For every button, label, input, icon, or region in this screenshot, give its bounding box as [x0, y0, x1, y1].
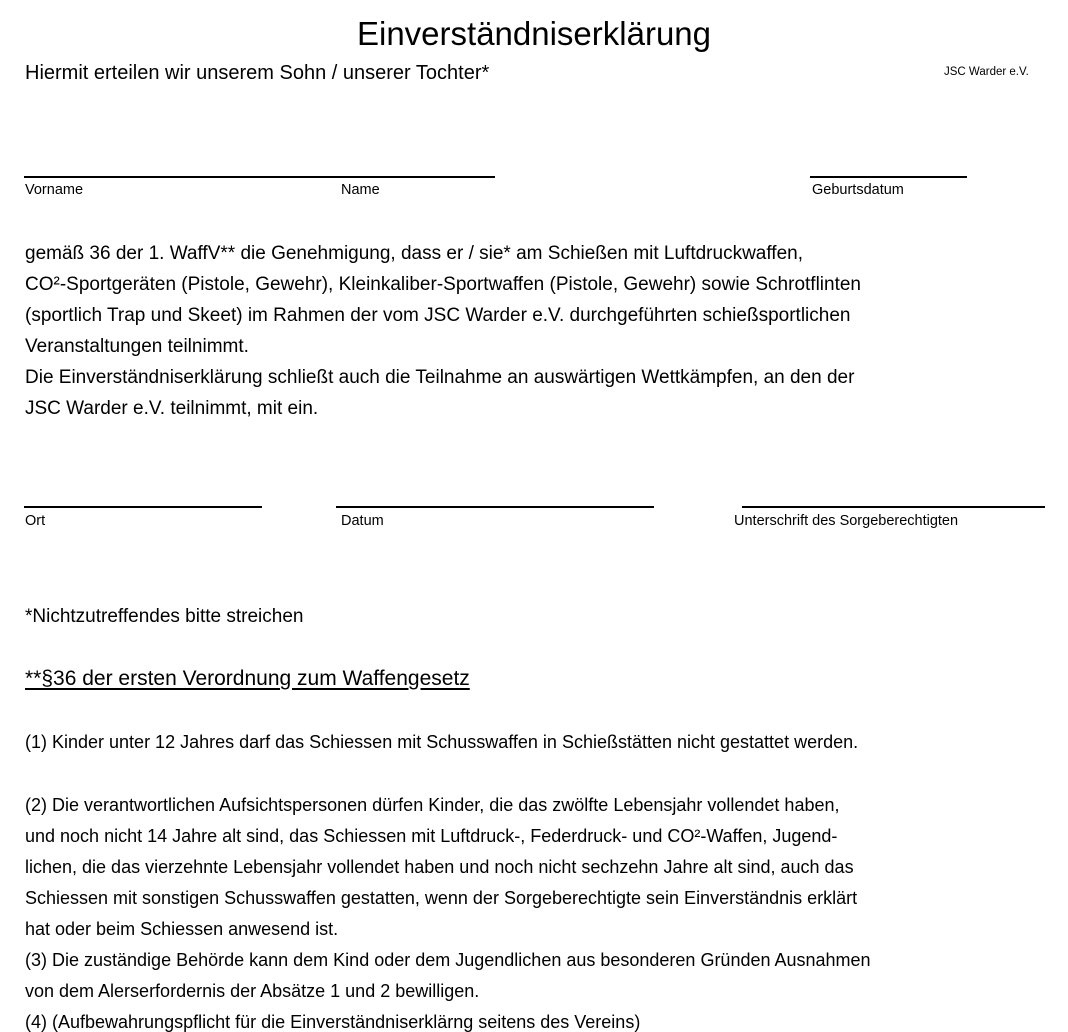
- law-line: (4) (Aufbewahrungspflicht für die Einverständniserklärng seitens des Vereins): [25, 1012, 641, 1032]
- law-paragraph-1: [25, 727, 1055, 758]
- intro-sentence: Hiermit erteilen wir unserem Sohn / unserer Tochter*: [25, 62, 490, 84]
- field-caption-ort: Ort: [25, 513, 46, 529]
- datum-rule: [336, 506, 654, 508]
- law-section-heading: **§36 der ersten Verordnung zum Waffengesetz: [25, 667, 470, 690]
- field-caption-unterschrift: Unterschrift des Sorgeberechtigten: [734, 513, 959, 529]
- law-paragraph-2: [25, 790, 1055, 945]
- geburtsdatum-rule: [810, 176, 967, 178]
- law-line: und noch nicht 14 Jahre alt sind, das Schiessen mit Luftdruck-, Federdruck- und CO²-Waffen, Jugend-: [25, 826, 838, 846]
- ort-rule: [24, 506, 262, 508]
- consent-line: Veranstaltungen teilnimmt.: [25, 336, 249, 357]
- field-caption-name: Name: [341, 182, 380, 198]
- consent-line: (sportlich Trap und Skeet) im Rahmen der vom JSC Warder e.V. durchgeführten schießsportlichen: [25, 305, 851, 326]
- consent-text-block: [25, 238, 1045, 424]
- law-line: (1) Kinder unter 12 Jahres darf das Schiessen mit Schusswaffen in Schießstätten nicht gestattet werden.: [25, 732, 859, 752]
- field-caption-vorname: Vorname: [25, 182, 84, 198]
- law-line: (3) Die zuständige Behörde kann dem Kind oder dem Jugendlichen aus besonderen Gründen Ausnahmen: [25, 950, 871, 970]
- field-caption-datum: Datum: [341, 513, 384, 529]
- vorname-name-rule: [24, 176, 495, 178]
- law-line: Schiessen mit sonstigen Schusswaffen gestatten, wenn der Sorgeberechtigte sein Einverständnis erklärt: [25, 888, 858, 908]
- consent-line: gemäß 36 der 1. WaffV** die Genehmigung, dass er / sie* am Schießen mit Luftdruckwaffen,: [25, 243, 803, 264]
- footnote-strike-note: *Nichtzutreffendes bitte streichen: [25, 606, 304, 627]
- page-title: Einverständniserklärung: [356, 15, 712, 52]
- consent-line: CO²-Sportgeräten (Pistole, Gewehr), Kleinkaliber-Sportwaffen (Pistole, Gewehr) sowie Schrotflinten: [25, 274, 861, 295]
- law-line: hat oder beim Schiessen anwesend ist.: [25, 919, 339, 939]
- consent-line: Die Einverständniserklärung schließt auch die Teilnahme an auswärtigen Wettkämpfen, an den der: [25, 367, 855, 388]
- club-name-mark: JSC Warder e.V.: [944, 66, 1029, 78]
- law-line: lichen, die das vierzehnte Lebensjahr vollendet haben und noch nicht sechzehn Jahre alt sind, auch das: [25, 857, 854, 877]
- law-line: von dem Alerserfordernis der Absätze 1 und 2 bewilligen.: [25, 981, 480, 1001]
- law-paragraph-3: [25, 945, 1055, 1007]
- field-caption-geburtsdatum: Geburtsdatum: [812, 182, 904, 198]
- law-paragraph-4: [25, 1007, 1055, 1032]
- consent-line: JSC Warder e.V. teilnimmt, mit ein.: [25, 398, 319, 419]
- unterschrift-rule: [742, 506, 1045, 508]
- law-line: (2) Die verantwortlichen Aufsichtspersonen dürfen Kinder, die das zwölfte Lebensjahr vollendet haben,: [25, 795, 840, 815]
